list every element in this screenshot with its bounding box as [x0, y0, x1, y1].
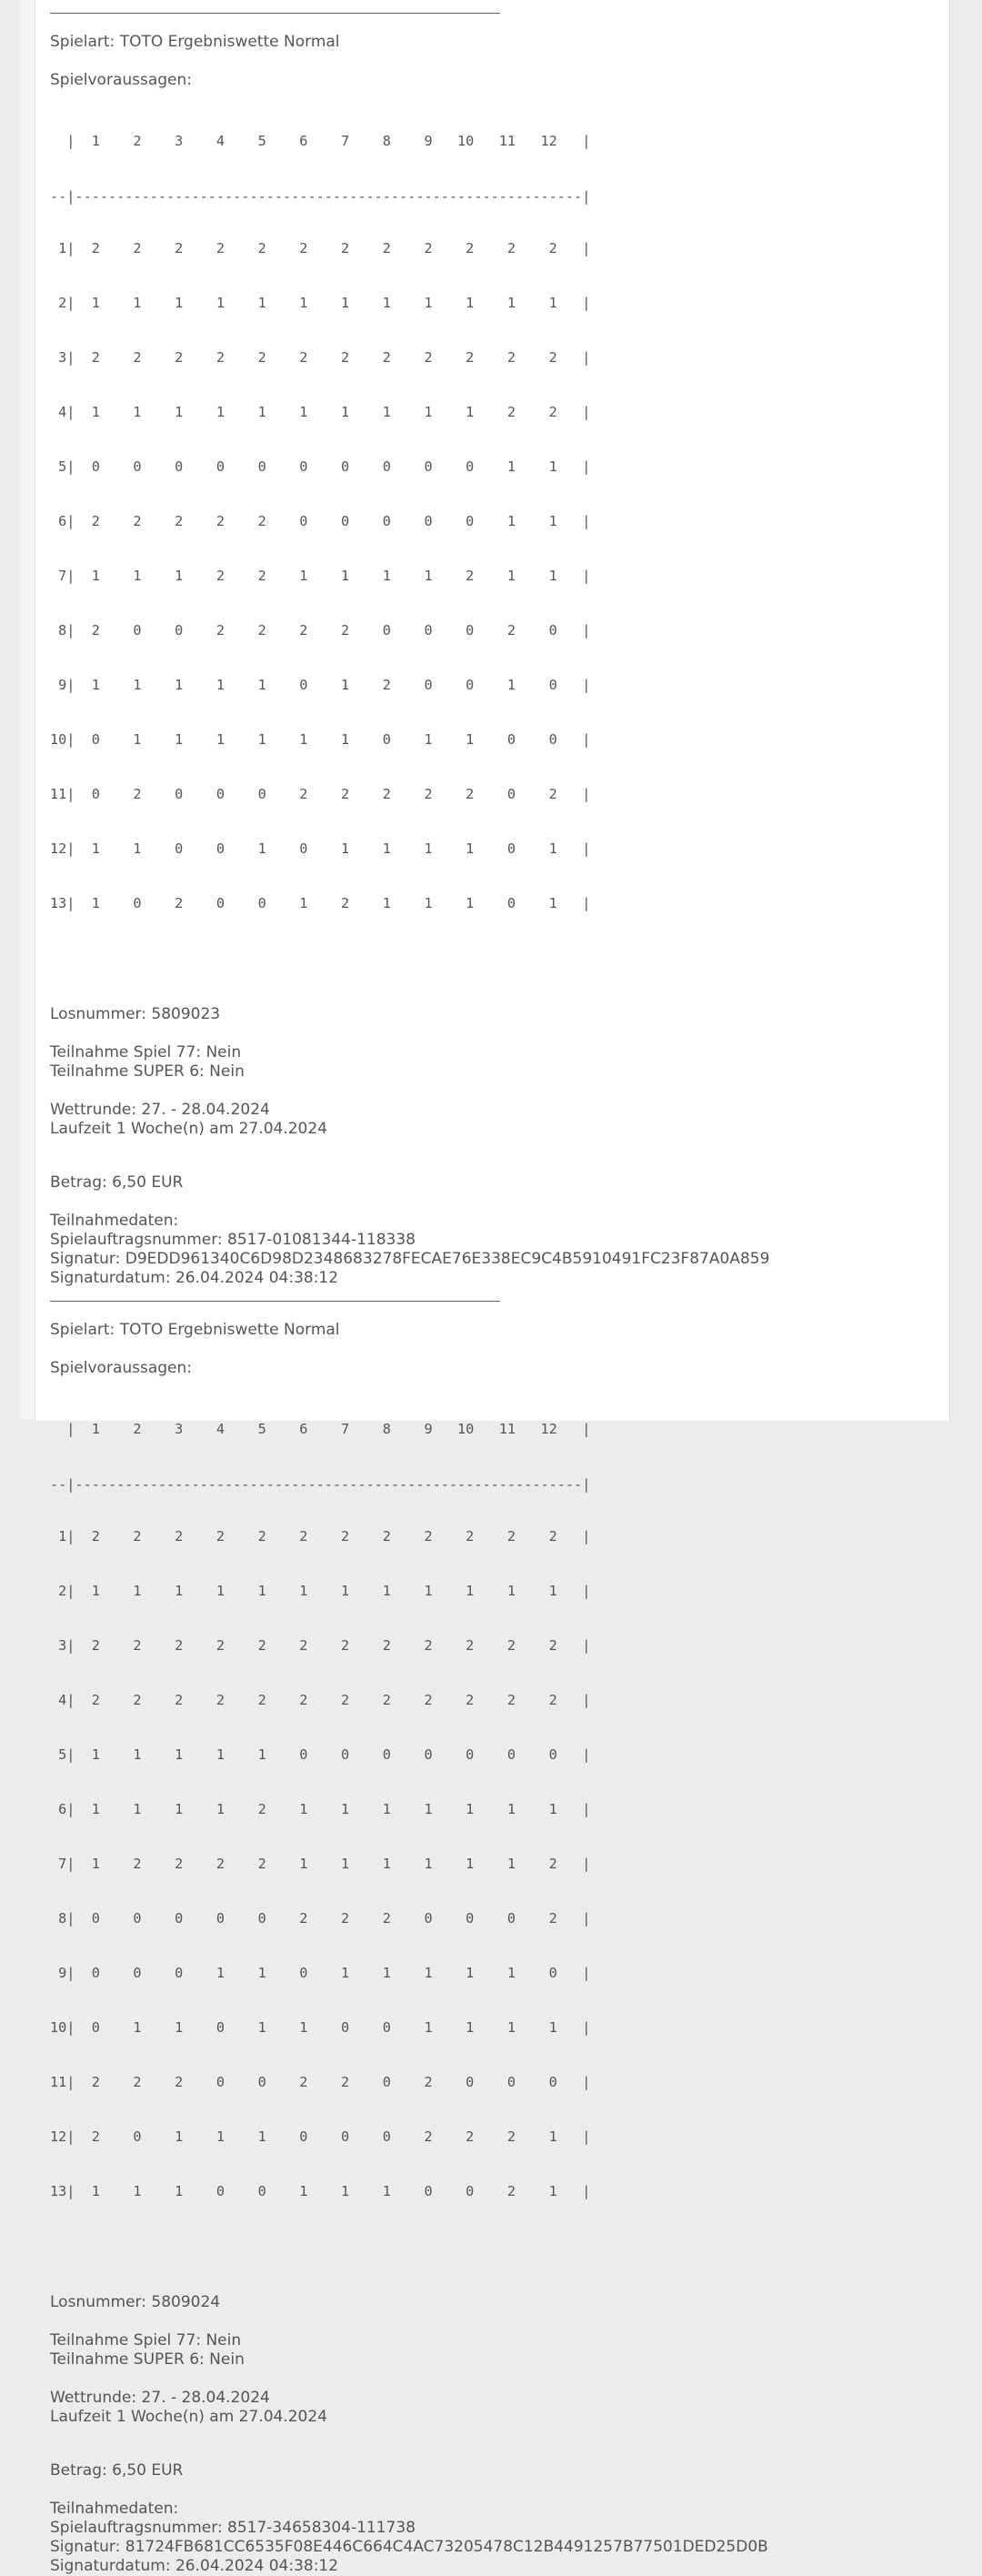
grid-row: 5| 1 1 1 1 1 0 0 0 0 0 0 0 | [50, 1746, 591, 1763]
grid-row: 13| 1 0 2 0 0 1 2 1 1 1 0 1 | [50, 895, 591, 911]
grid-row: 11| 2 2 2 0 0 2 2 0 2 0 0 0 | [50, 2074, 591, 2090]
grid-separator: --|-------------------------------------------------------------| [50, 1476, 591, 1493]
grid-row: 13| 1 1 1 0 0 1 1 1 0 0 2 1 | [50, 2183, 591, 2199]
grid-row: 1| 2 2 2 2 2 2 2 2 2 2 2 2 | [50, 1528, 591, 1545]
prediction-grid [50, 96, 949, 949]
grid-row: 4| 1 1 1 1 1 1 1 1 1 1 2 2 | [50, 404, 591, 420]
email-body [35, 0, 950, 2575]
grid-row: 9| 1 1 1 1 1 0 1 2 0 0 1 0 | [50, 677, 591, 693]
super6-text: Teilnahme SUPER 6: Nein [50, 1062, 245, 1081]
grid-row: 2| 1 1 1 1 1 1 1 1 1 1 1 1 | [50, 295, 591, 311]
grid-row: 4| 2 2 2 2 2 2 2 2 2 2 2 2 | [50, 1692, 591, 1708]
grid-row: 8| 2 0 0 2 2 2 2 0 0 0 2 0 | [50, 622, 591, 639]
spiel77-text: Teilnahme Spiel 77: Nein [50, 1043, 242, 1062]
grid-header: | 1 2 3 4 5 6 7 8 9 10 11 12 | [50, 1421, 591, 1437]
wettrunde-text: Wettrunde: 27. - 28.04.2024 [50, 1101, 270, 1119]
spielauftragsnummer-text: Spielauftragsnummer: 8517-34658304-111738 [50, 2519, 416, 2537]
spielvoraussagen-label: Spielvoraussagen: [50, 71, 193, 89]
super6-text: Teilnahme SUPER 6: Nein [50, 2350, 245, 2369]
spielart-text: Spielart: TOTO Ergebniswette Normal [50, 33, 340, 51]
grid-row: 9| 0 0 0 1 1 0 1 1 1 1 1 0 | [50, 1965, 591, 1981]
grid-row: 7| 1 1 1 2 2 1 1 1 1 2 1 1 | [50, 568, 591, 584]
laufzeit-text: Laufzeit 1 Woche(n) am 27.04.2024 [50, 1120, 327, 1138]
grid-row: 2| 1 1 1 1 1 1 1 1 1 1 1 1 | [50, 1583, 591, 1599]
spielauftragsnummer-text: Spielauftragsnummer: 8517-01081344-118338 [50, 1231, 416, 1249]
grid-row: 10| 0 1 1 0 1 1 0 0 1 1 1 1 | [50, 2019, 591, 2036]
grid-row: 8| 0 0 0 0 0 2 2 2 0 0 0 2 | [50, 1910, 591, 1927]
losnummer-text: Losnummer: 5809024 [50, 2293, 221, 2311]
losnummer-text: Losnummer: 5809023 [50, 1005, 221, 1023]
spiel77-text: Teilnahme Spiel 77: Nein [50, 2331, 242, 2350]
grid-row: 3| 2 2 2 2 2 2 2 2 2 2 2 2 | [50, 1637, 591, 1654]
grid-row: 10| 0 1 1 1 1 1 1 0 1 1 0 0 | [50, 731, 591, 748]
grid-row: 1| 2 2 2 2 2 2 2 2 2 2 2 2 | [50, 240, 591, 257]
wettrunde-text: Wettrunde: 27. - 28.04.2024 [50, 2389, 270, 2407]
spielart-text: Spielart: TOTO Ergebniswette Normal [50, 1321, 340, 1339]
grid-row: 12| 1 1 0 0 1 0 1 1 1 1 0 1 | [50, 840, 591, 857]
signaturdatum-text: Signaturdatum: 26.04.2024 04:38:12 [50, 1269, 339, 1287]
grid-header: | 1 2 3 4 5 6 7 8 9 10 11 12 | [50, 133, 591, 149]
grid-row: 5| 0 0 0 0 0 0 0 0 0 0 1 1 | [50, 458, 591, 475]
betrag-text: Betrag: 6,50 EUR [50, 2461, 184, 2480]
signatur-text: Signatur: 81724FB681CC6535F08E446C664C4AC73205478C12B4491257B77501DED25D0B [50, 2538, 768, 2556]
grid-row: 6| 2 2 2 2 2 0 0 0 0 0 1 1 | [50, 513, 591, 529]
signatur-text: Signatur: D9EDD961340C6D98D2348683278FECAE76E338EC9C4B5910491FC23F87A0A859 [50, 1250, 770, 1268]
prediction-grid [50, 1384, 949, 2237]
spielvoraussagen-label: Spielvoraussagen: [50, 1359, 193, 1377]
grid-row: 11| 0 2 0 0 0 2 2 2 2 2 0 2 | [50, 786, 591, 802]
grid-row: 12| 2 0 1 1 1 0 0 0 2 2 2 1 | [50, 2128, 591, 2145]
grid-row: 6| 1 1 1 1 2 1 1 1 1 1 1 1 | [50, 1801, 591, 1817]
teilnahmedaten-label: Teilnahmedaten: [50, 1212, 179, 1230]
betrag-text: Betrag: 6,50 EUR [50, 1173, 184, 1192]
grid-row: 3| 2 2 2 2 2 2 2 2 2 2 2 2 | [50, 349, 591, 366]
ticket-content [50, 0, 949, 2576]
laufzeit-text: Laufzeit 1 Woche(n) am 27.04.2024 [50, 2408, 327, 2426]
teilnahmedaten-label: Teilnahmedaten: [50, 2500, 179, 2518]
grid-row: 7| 1 2 2 2 2 1 1 1 1 1 1 2 | [50, 1856, 591, 1872]
grid-separator: --|-------------------------------------------------------------| [50, 188, 591, 205]
signaturdatum-text: Signaturdatum: 26.04.2024 04:38:12 [50, 2557, 339, 2575]
